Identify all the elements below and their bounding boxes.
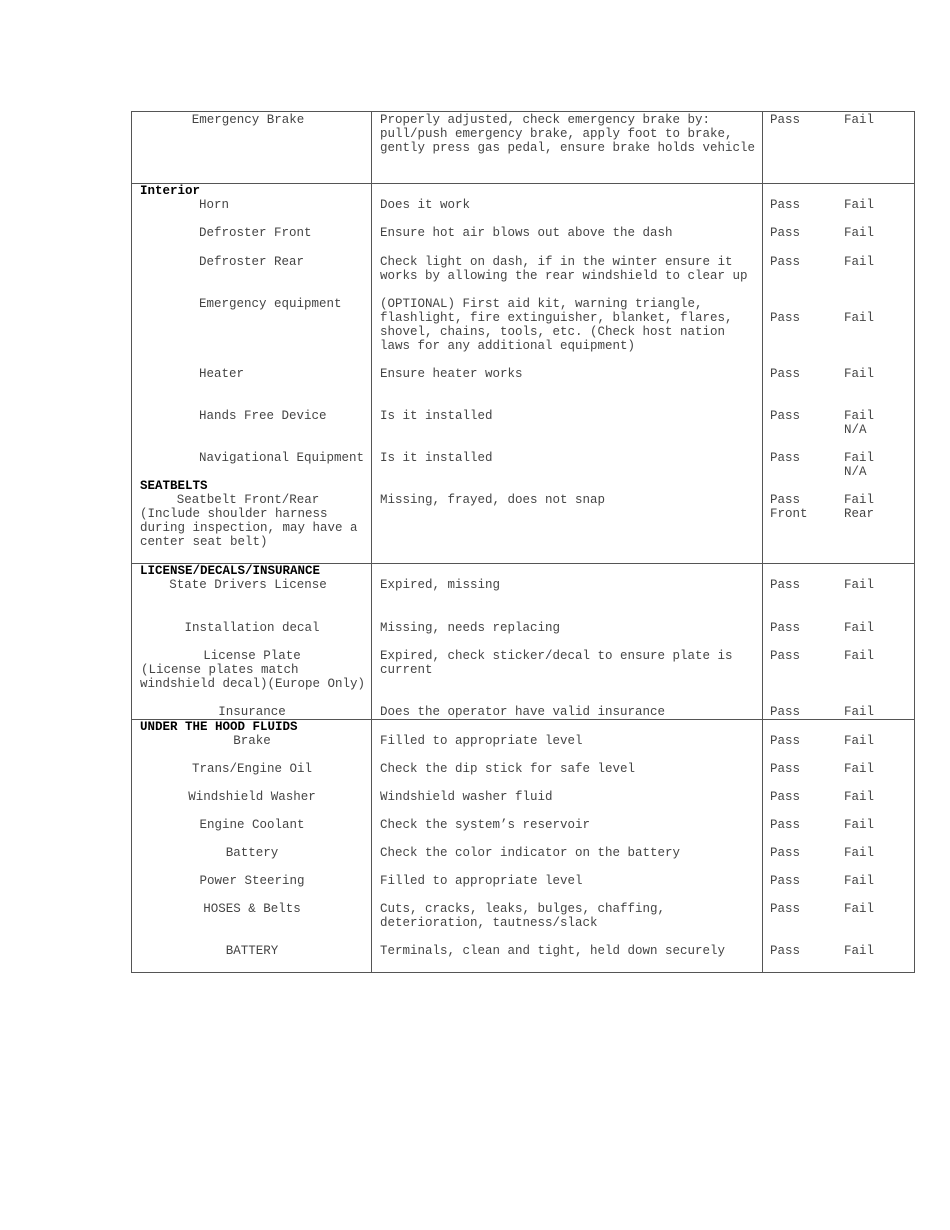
desc-hoses-1: Cuts, cracks, leaks, bulges, chaffing,: [380, 902, 666, 916]
desc-defroster-rear-1: Check light on dash, if in the winter ensure it: [380, 255, 733, 269]
pass-emergency-brake: Pass: [770, 113, 801, 127]
item-heater: Heater: [199, 367, 245, 381]
desc-brake: Filled to appropriate level: [380, 734, 583, 748]
fail-seatbelt: Fail: [844, 493, 875, 507]
item-license-plate-3: windshield decal)(Europe Only): [140, 677, 366, 691]
pass-coolant: Pass: [770, 818, 801, 832]
fail-battery-terminals: Fail: [844, 944, 875, 958]
item-seatbelt-1: Seatbelt Front/Rear: [176, 493, 320, 507]
fail-washer: Fail: [844, 790, 875, 804]
pass-defroster-front: Pass: [770, 226, 801, 240]
fail-battery-indicator: Fail: [844, 846, 875, 860]
column-divider: [371, 112, 372, 972]
item-battery-indicator: Battery: [225, 846, 279, 860]
front-seatbelt: Front: [770, 507, 808, 521]
pass-washer: Pass: [770, 790, 801, 804]
pass-drivers-license: Pass: [770, 578, 801, 592]
item-defroster-front: Defroster Front: [199, 226, 312, 240]
pass-power-steering: Pass: [770, 874, 801, 888]
fail-defroster-rear: Fail: [844, 255, 875, 269]
desc-defroster-front: Ensure hot air blows out above the dash: [380, 226, 673, 240]
pass-battery-indicator: Pass: [770, 846, 801, 860]
pass-defroster-rear: Pass: [770, 255, 801, 269]
desc-insurance: Does the operator have valid insurance: [380, 705, 666, 719]
item-trans-oil: Trans/Engine Oil: [191, 762, 313, 776]
item-insurance: Insurance: [218, 705, 286, 719]
item-navigational: Navigational Equipment: [199, 451, 365, 465]
na-hands-free: N/A: [844, 423, 867, 437]
item-defroster-rear: Defroster Rear: [199, 255, 305, 269]
desc-trans-oil: Check the dip stick for safe level: [380, 762, 636, 776]
item-emergency-equipment: Emergency equipment: [199, 297, 342, 311]
pass-brake: Pass: [770, 734, 801, 748]
fail-emergency-equipment: Fail: [844, 311, 875, 325]
item-seatbelt-2: (Include shoulder harness: [140, 507, 328, 521]
pass-horn: Pass: [770, 198, 801, 212]
pass-insurance: Pass: [770, 705, 801, 719]
desc-emergency-equipment-2: flashlight, fire extinguisher, blanket, flares,: [380, 311, 733, 325]
fail-installation-decal: Fail: [844, 621, 875, 635]
item-hoses: HOSES & Belts: [203, 902, 301, 916]
desc-washer: Windshield washer fluid: [380, 790, 553, 804]
desc-license-plate-1: Expired, check sticker/decal to ensure plate is: [380, 649, 733, 663]
column-divider: [762, 112, 763, 972]
desc-installation-decal: Missing, needs replacing: [380, 621, 561, 635]
desc-heater: Ensure heater works: [380, 367, 523, 381]
fail-insurance: Fail: [844, 705, 875, 719]
fail-emergency-brake: Fail: [844, 113, 875, 127]
item-washer: Windshield Washer: [188, 790, 316, 804]
fail-trans-oil: Fail: [844, 762, 875, 776]
desc-emergency-equipment-3: shovel, chains, tools, etc. (Check host nation: [380, 325, 726, 339]
desc-hoses-2: deterioration, tautness/slack: [380, 916, 598, 930]
na-navigational: N/A: [844, 465, 867, 479]
desc-battery-terminals: Terminals, clean and tight, held down securely: [380, 944, 726, 958]
fail-license-plate: Fail: [844, 649, 875, 663]
desc-navigational: Is it installed: [380, 451, 493, 465]
desc-emergency-brake-3: gently press gas pedal, ensure brake holds vehicle: [380, 141, 756, 155]
fail-coolant: Fail: [844, 818, 875, 832]
item-horn: Horn: [199, 198, 230, 212]
inspection-table: [131, 111, 915, 973]
desc-emergency-equipment-1: (OPTIONAL) First aid kit, warning triangle,: [380, 297, 703, 311]
desc-hands-free: Is it installed: [380, 409, 493, 423]
fail-brake: Fail: [844, 734, 875, 748]
pass-hoses: Pass: [770, 902, 801, 916]
item-license-plate-2: (License plates match: [141, 663, 299, 677]
item-installation-decal: Installation decal: [184, 621, 320, 635]
item-emergency-brake: Emergency Brake: [191, 113, 305, 127]
section-license: LICENSE/DECALS/INSURANCE: [140, 564, 321, 578]
section-fluids: UNDER THE HOOD FLUIDS: [140, 720, 298, 734]
fail-heater: Fail: [844, 367, 875, 381]
item-license-plate-1: License Plate: [203, 649, 301, 663]
item-power-steering: Power Steering: [199, 874, 305, 888]
fail-hands-free: Fail: [844, 409, 875, 423]
desc-defroster-rear-2: works by allowing the rear windshield to clear up: [380, 269, 748, 283]
fail-defroster-front: Fail: [844, 226, 875, 240]
item-battery-terminals: BATTERY: [225, 944, 279, 958]
item-hands-free: Hands Free Device: [199, 409, 327, 423]
desc-emergency-equipment-4: laws for any additional equipment): [380, 339, 636, 353]
pass-navigational: Pass: [770, 451, 801, 465]
section-interior: Interior: [140, 184, 201, 198]
fail-hoses: Fail: [844, 902, 875, 916]
pass-heater: Pass: [770, 367, 801, 381]
item-brake: Brake: [233, 734, 271, 748]
pass-trans-oil: Pass: [770, 762, 801, 776]
row-divider: [132, 183, 914, 184]
fail-drivers-license: Fail: [844, 578, 875, 592]
pass-license-plate: Pass: [770, 649, 801, 663]
desc-license-plate-2: current: [380, 663, 433, 677]
pass-seatbelt: Pass: [770, 493, 801, 507]
item-drivers-license: State Drivers License: [169, 578, 327, 592]
pass-hands-free: Pass: [770, 409, 801, 423]
item-coolant: Engine Coolant: [199, 818, 305, 832]
fail-horn: Fail: [844, 198, 875, 212]
pass-battery-terminals: Pass: [770, 944, 801, 958]
desc-power-steering: Filled to appropriate level: [380, 874, 583, 888]
rear-seatbelt: Rear: [844, 507, 875, 521]
desc-seatbelt: Missing, frayed, does not snap: [380, 493, 606, 507]
desc-battery-indicator: Check the color indicator on the battery: [380, 846, 681, 860]
desc-horn: Does it work: [380, 198, 471, 212]
desc-coolant: Check the system’s reservoir: [380, 818, 591, 832]
desc-emergency-brake-1: Properly adjusted, check emergency brake by:: [380, 113, 711, 127]
fail-navigational: Fail: [844, 451, 875, 465]
section-seatbelts: SEATBELTS: [140, 479, 208, 493]
pass-installation-decal: Pass: [770, 621, 801, 635]
desc-emergency-brake-2: pull/push emergency brake, apply foot to brake,: [380, 127, 733, 141]
fail-power-steering: Fail: [844, 874, 875, 888]
item-seatbelt-3: during inspection, may have a: [140, 521, 358, 535]
pass-emergency-equipment: Pass: [770, 311, 801, 325]
item-seatbelt-4: center seat belt): [140, 535, 268, 549]
desc-drivers-license: Expired, missing: [380, 578, 501, 592]
